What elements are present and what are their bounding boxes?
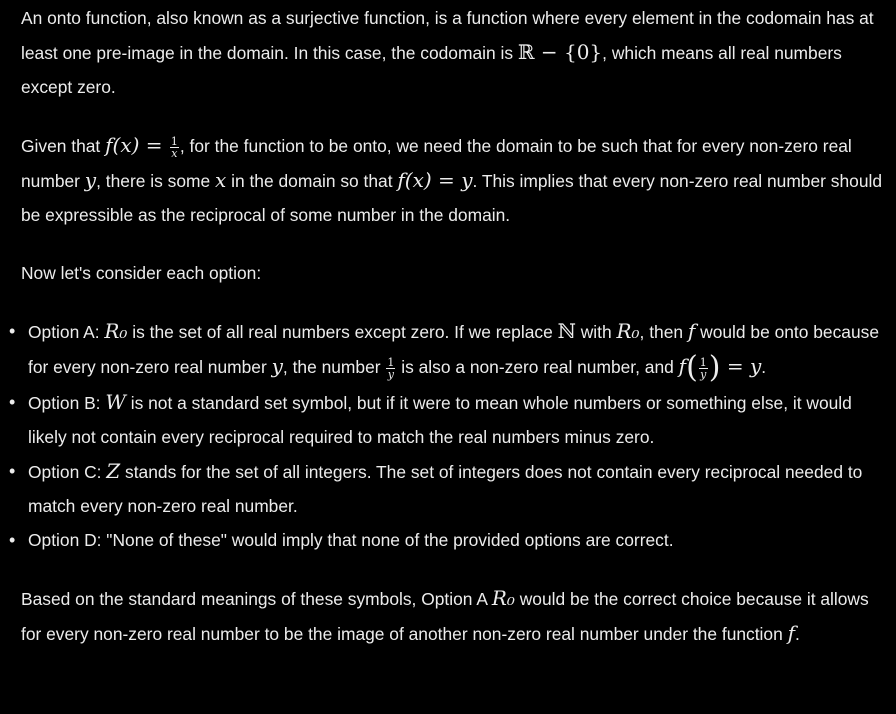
option-d-text: Option D: "None of these" would imply that none of the provided options are correct.: [28, 530, 674, 550]
math-r0: R₀: [104, 319, 128, 343]
fraction-one-over-y: [386, 357, 395, 380]
math-r0-b: R₀: [616, 319, 640, 343]
math-y: y: [84, 168, 97, 192]
math-w: W: [105, 390, 126, 414]
fraction-numerator: 1: [699, 355, 707, 369]
option-c-item: [9, 454, 889, 523]
option-a-text-g: is also a non-zero real number, and: [396, 357, 679, 377]
fraction-denominator: y: [700, 367, 707, 381]
math-minus: −: [534, 40, 564, 64]
option-c-text-a: Option C:: [28, 462, 107, 482]
fraction-denominator: y: [387, 367, 394, 381]
math-set-zero: {0}: [563, 40, 603, 64]
math-equals-2: =: [431, 168, 462, 192]
option-a-text-h: .: [761, 357, 767, 377]
para2-text-c: , there is some: [96, 171, 215, 191]
fraction-one-over-y-2: [699, 357, 708, 380]
fraction-numerator: 1: [170, 134, 178, 148]
math-f-2: f: [678, 354, 687, 378]
conclusion-text-b: would be the correct choice because it allows for every non-zero real number to be the image of another non-zero real number under the function: [21, 589, 869, 644]
option-a-text-a: Option A:: [28, 322, 105, 342]
paragraph-conclusion: [21, 581, 891, 651]
math-z: Z: [106, 459, 121, 483]
option-c-text-b: stands for the set of all integers. The set of integers does not contain every reciprocal needed to match every non-zero real number.: [28, 462, 863, 516]
math-r0: R₀: [491, 586, 515, 610]
option-a-text-f: , the number: [282, 357, 386, 377]
math-y: y: [271, 354, 283, 378]
option-a-text-c: with: [575, 322, 617, 342]
paragraph-onto-definition: [21, 1, 891, 104]
response-content: [9, 1, 891, 651]
math-f: f: [787, 621, 796, 645]
options-list: [9, 314, 889, 557]
math-y-2: y: [749, 354, 762, 378]
fraction-one-over-x: [170, 136, 179, 159]
math-equals: =: [720, 354, 750, 378]
para1-text-b: , which means all real numbers except zero.: [21, 43, 842, 97]
bullet-icon: •: [9, 392, 16, 412]
option-b-item: [9, 385, 889, 454]
math-x: x: [215, 168, 227, 192]
math-fx-2: f(x): [397, 168, 432, 192]
bullet-icon: •: [9, 530, 16, 550]
math-y-2: y: [461, 168, 473, 192]
bullet-icon: •: [9, 461, 16, 481]
paragraph-given-function: [21, 128, 891, 232]
option-d-item: [9, 523, 889, 557]
para2-text-d: in the domain so that: [226, 171, 398, 191]
fraction-numerator: 1: [387, 355, 395, 369]
para2-text-a: Given that: [21, 136, 106, 156]
option-b-text-b: is not a standard set symbol, but if it were to mean whole numbers or something else, it would likely not contain every reciprocal required to match the real numbers minus zero.: [28, 393, 852, 447]
option-b-text-a: Option B:: [28, 393, 106, 413]
math-reals: ℝ: [517, 40, 535, 64]
option-a-text-e: would be onto because for every non-zero real number: [28, 322, 880, 377]
math-naturals: ℕ: [557, 319, 576, 343]
option-a-text-d: , then: [639, 322, 688, 342]
conclusion-text-a: Based on the standard meanings of these symbols, Option A: [21, 589, 492, 609]
para2-text-e: . This implies that every non-zero real number should be expressible as the reciprocal of some number in the domain.: [21, 171, 883, 225]
para2-text-b: , for the function to be onto, we need the domain to be such that for every non-zero real number: [21, 136, 852, 191]
option-a-item: [9, 314, 889, 385]
option-a-text-b: is the set of all real numbers except zero. If we replace: [127, 322, 558, 342]
conclusion-text-c: .: [795, 624, 800, 644]
para1-text-a: An onto function, also known as a surjective function, is a function where every element in the codomain has at least one pre-image in the domain. In this case, the codomain is: [21, 8, 874, 63]
bullet-icon: •: [9, 321, 16, 341]
paren-close: ): [708, 350, 721, 385]
math-fx: f(x): [105, 133, 140, 157]
fraction-denominator: x: [171, 146, 178, 160]
paren-open: (: [686, 350, 698, 385]
math-f: f: [687, 319, 696, 343]
math-equals: =: [139, 133, 169, 157]
paragraph-consider-options: Now let's consider each option:: [21, 263, 262, 283]
